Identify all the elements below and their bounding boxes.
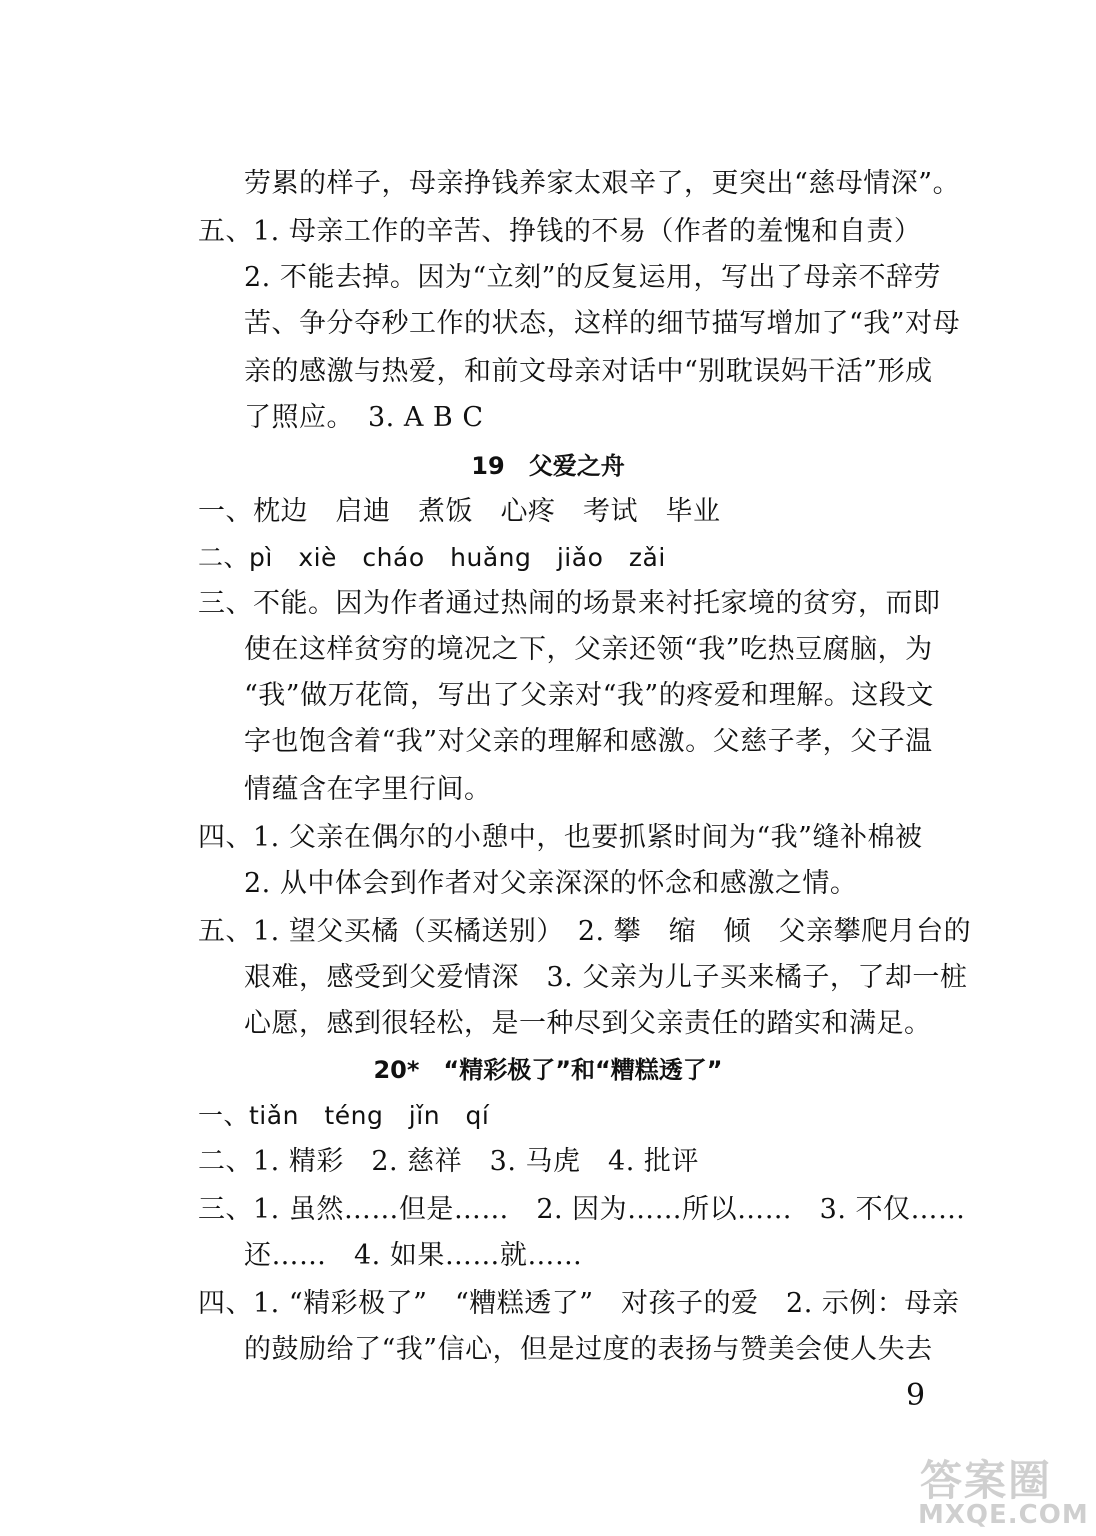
text-line: 的鼓励给了“我”信心，但是过度的表扬与赞美会使人失去 — [244, 1334, 933, 1365]
text-line: 情蕴含在字里行间。 — [244, 774, 492, 805]
text-line: 劳累的样子，母亲挣钱养家太艰辛了，更突出“慈母情深”。 — [244, 168, 961, 199]
watermark-url: MXQE.COM — [918, 1500, 1089, 1530]
text-line: 二、pì xiè cháo huǎng jiǎo zǎi — [198, 543, 666, 572]
text-line: 五、1. 母亲工作的辛苦、挣钱的不易（作者的羞愧和自责） — [198, 216, 922, 247]
text-line: 一、枕边 启迪 煮饭 心疼 考试 毕业 — [198, 496, 721, 527]
text-line: 字也饱含着“我”对父亲的理解和感激。父慈子孝，父子温 — [244, 726, 933, 757]
text-line: “我”做万花筒，写出了父亲对“我”的疼爱和理解。这段文 — [244, 680, 934, 711]
text-line: 四、1. “精彩极了” “糟糕透了” 对孩子的爱 2. 示例：母亲 — [198, 1288, 960, 1319]
text-line: 使在这样贫穷的境况之下，父亲还领“我”吃热豆腐脑，为 — [244, 634, 933, 665]
text-line: 心愿，感到很轻松，是一种尽到父亲责任的踏实和满足。 — [244, 1008, 932, 1039]
text-line: 一、tiǎn téng jǐn qí — [198, 1101, 490, 1130]
text-line: 三、不能。因为作者通过热闹的场景来衬托家境的贫穷，而即 — [198, 588, 941, 619]
text-line: 四、1. 父亲在偶尔的小憩中，也要抓紧时间为“我”缝补棉被 — [198, 822, 923, 853]
text-line: 了照应。 3. A B C — [244, 402, 484, 433]
watermark-title: 答案圈 — [920, 1456, 1053, 1505]
text-line: 还…… 4. 如果……就…… — [244, 1240, 583, 1271]
text-line: 2. 从中体会到作者对父亲深深的怀念和感激之情。 — [244, 868, 858, 899]
text-line: 2. 不能去掉。因为“立刻”的反复运用，写出了母亲不辞劳 — [244, 262, 941, 293]
text-line: 五、1. 望父买橘（买橘送别） 2. 攀 缩 倾 父亲攀爬月台的 — [198, 916, 972, 947]
watermark-logo — [916, 1448, 1092, 1534]
text-line: 艰难，感受到父爱情深 3. 父亲为儿子买来橘子，了却一桩 — [244, 962, 968, 993]
section-heading-19: 19 父爱之舟 — [471, 452, 625, 480]
section-heading-20: 20* “精彩极了”和“糟糕透了” — [373, 1056, 723, 1084]
text-line: 三、1. 虽然……但是…… 2. 因为……所以…… 3. 不仅…… — [198, 1194, 966, 1225]
page-number: 9 — [906, 1378, 926, 1413]
text-line: 亲的感激与热爱，和前文母亲对话中“别耽误妈干活”形成 — [244, 356, 933, 387]
text-line: 二、1. 精彩 2. 慈祥 3. 马虎 4. 批评 — [198, 1146, 699, 1177]
text-line: 苦、争分夺秒工作的状态，这样的细节描写增加了“我”对母 — [244, 308, 961, 339]
